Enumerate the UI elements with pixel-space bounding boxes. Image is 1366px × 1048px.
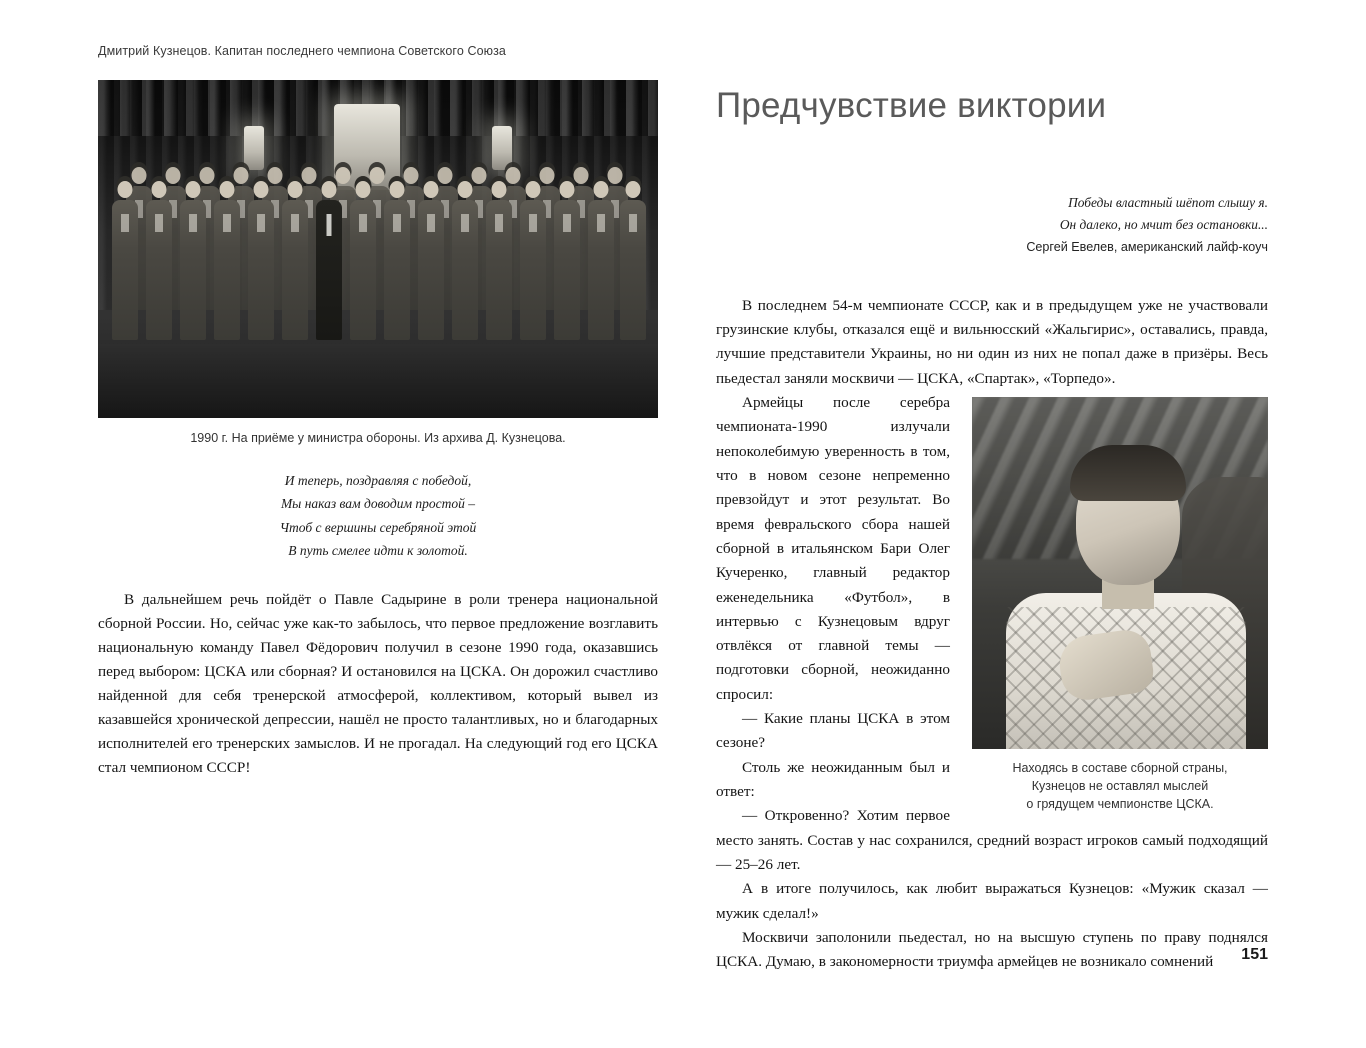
photo-caption-right-line-1: Находясь в составе сборной страны, [1012, 761, 1228, 776]
right-paragraph-2: Армейцы после серебра чемпионата-1990 излучали непоколебимую уверенность в том, что в новом сезоне непременно превзойдут и этот результат. Во время февральского сбора нашей сборной в итальянском Бари Олег Кучеренко, главный редактор еженедельника «Футбол», в интервью с Кузнецовым вдруг отвлёкся от главной темы — подготовки сборной, неожиданно спросил: [716, 394, 950, 703]
right-paragraph-4: Столь же неожиданным был и ответ: [716, 758, 950, 801]
photo-1990-defence-minister-reception [98, 80, 658, 418]
right-body [716, 294, 1268, 975]
right-paragraph-1: В последнем 54-м чемпионате СССР, как и в предыдущем уже не участвовали грузинские клубы, отказался ещё и вильнюсский «Жальгирис», оставались, правда, лучшие представители Украины, но ни один из них не попал даже в призёры. Весь пьедестал заняли москвичи — ЦСКА, «Спартак», «Торпедо». [716, 296, 1268, 387]
verse-line-3: Чтоб с вершины серебряной этой [279, 519, 477, 535]
photo-kuznetsov-national-team-block [972, 397, 1268, 813]
photo-caption-right-line-3: о грядущем чемпионстве ЦСКА. [1026, 797, 1214, 812]
photo-caption-left: 1990 г. На приёме у министра обороны. Из архива Д. Кузнецова. [190, 431, 566, 445]
photo-floor [98, 344, 658, 418]
right-paragraph-3: — Какие планы ЦСКА в этом сезоне? [716, 710, 950, 752]
epigraph [716, 192, 1268, 258]
photo-caption-right [972, 759, 1268, 813]
right-paragraph-6: А в итоге получилось, как любит выражаться Кузнецов: «Мужик сказал — мужик сделал!» [716, 880, 1268, 922]
right-page-column [716, 44, 1268, 975]
chandelier-left-icon [244, 126, 264, 170]
verse-block [98, 469, 658, 562]
running-head: Дмитрий Кузнецов. Капитан последнего чемпиона Советского Союза [98, 44, 506, 58]
photo-caption-right-line-2: Кузнецов не оставлял мыслей [1031, 779, 1209, 794]
verse-line-1: И теперь, поздравляя с победой, [284, 473, 472, 489]
left-page-column [98, 44, 658, 780]
epigraph-line-2: Он далеко, но мчит без остановки... [1059, 216, 1268, 232]
epigraph-source: Сергей Евелев, американский лайф-коуч [1026, 240, 1268, 255]
verse-line-4: В путь смелее идти к золотой. [288, 542, 468, 558]
chandelier-right-icon [492, 126, 512, 170]
page-number: 151 [1241, 946, 1268, 963]
chapter-title: Предчувствие виктории [716, 86, 1107, 125]
right-paragraph-5: — Откровенно? Хотим первое место занять. Состав у нас сохранился, средний возраст игроков самый подходящий — 25–26 лет. [716, 807, 1268, 873]
epigraph-line-1: Победы властный шёпот слышу я. [1068, 195, 1268, 210]
player-hair [1070, 445, 1186, 501]
photo-kuznetsov-national-team [972, 397, 1268, 749]
right-paragraph-7: Москвичи заполонили пьедестал, но на высшую ступень по праву поднялся ЦСКА. Думаю, в закономерности триумфа армейцев не возникало сомнений [716, 928, 1268, 971]
verse-line-2: Мы наказ вам доводим простой – [280, 496, 476, 512]
left-body-paragraph: В дальнейшем речь пойдёт о Павле Садырине в роли тренера национальной сборной России. Но, сейчас уже как-то забылось, что первое предложение возглавить национальную команду Павел Фёдорович получил в сезоне 1990 года, оказавшись перед выбором: ЦСКА или сборная? И остановился на ЦСКА. Он дорожил счастливо найденной для себя тренерской атмосферой, коллективом, который вывел из казавшейся хронической депрессии, нашёл не просто талантливых, но и благодарных исполнителей его тренерских замыслов. И не прогадал. На следующий год его ЦСКА стал чемпионом СССР! [98, 591, 658, 777]
